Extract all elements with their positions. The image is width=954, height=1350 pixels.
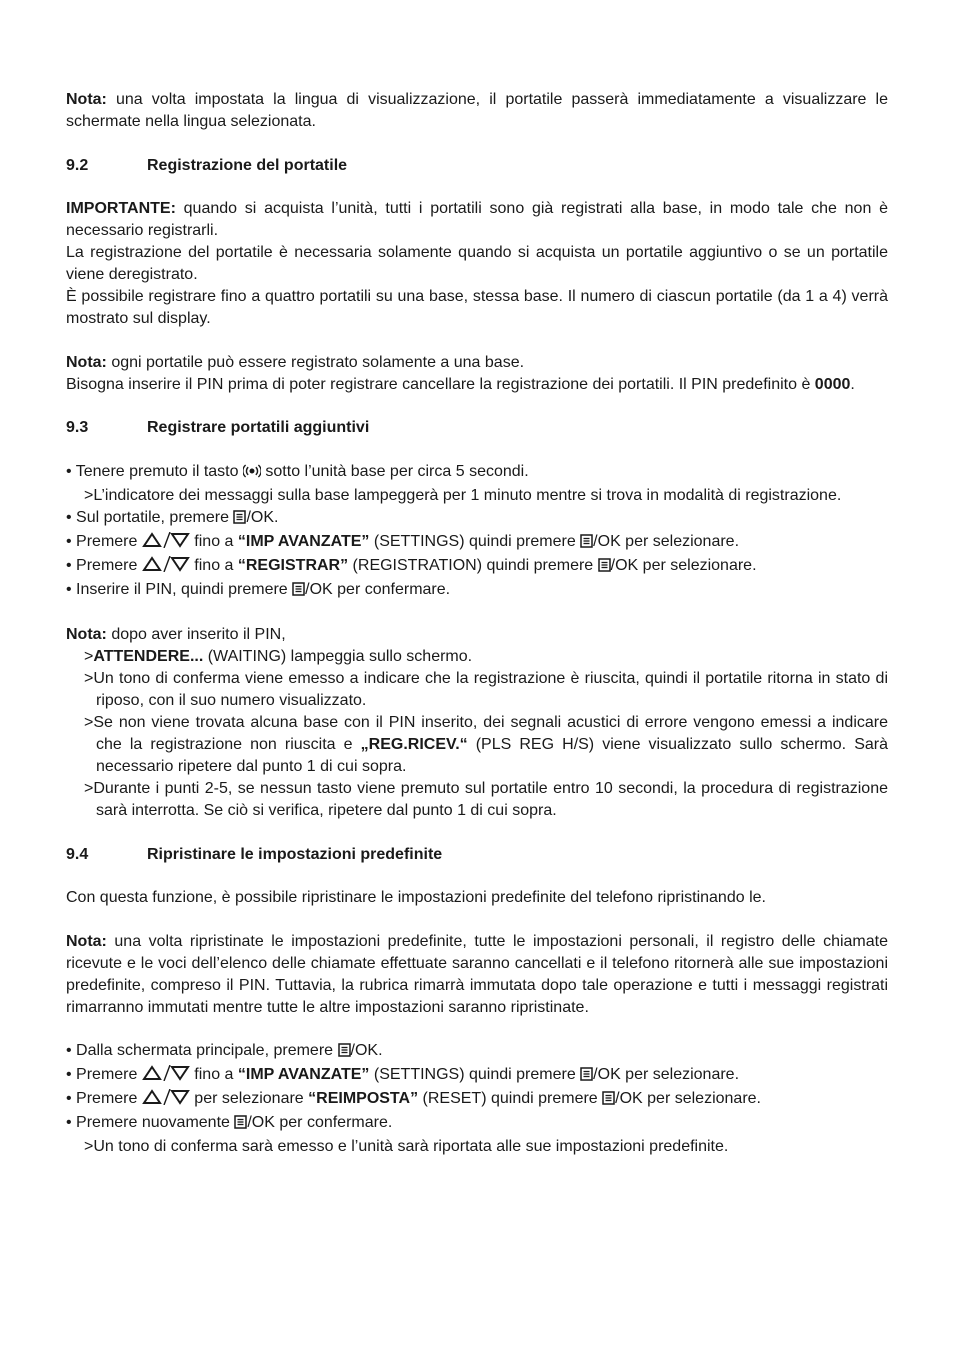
list-text: /OK per selezionare.	[615, 1090, 761, 1107]
list-text: per selezionare	[189, 1090, 309, 1107]
note-text: una volta impostata la lingua di visualizzazione, il portatile passerà immediatamente a visualizzare le schermate nella lingua selezionata.	[66, 91, 888, 130]
list-text: /OK per confermare.	[247, 1114, 393, 1131]
list-text: >Se non viene trovata alcuna base con il PIN inserito, dei segnali acustici di errore vengono emessi a indicare che la registrazione non riuscita e	[84, 714, 888, 753]
list-text: • Premere	[66, 1090, 142, 1107]
list-text: /OK per selezionare.	[593, 1066, 740, 1083]
list-text: /OK per confermare.	[305, 580, 451, 598]
menu-icon	[233, 509, 246, 531]
note-subitem	[66, 712, 888, 778]
list-text: /OK per selezionare.	[593, 532, 740, 550]
document-page	[66, 89, 888, 1158]
list-item	[66, 1088, 888, 1112]
important-paragraph	[66, 198, 888, 242]
menu-icon	[598, 557, 611, 579]
note-label: Nota:	[66, 353, 107, 371]
note-text: una volta ripristinate le impostazioni predefinite, tutte le impostazioni personali, il registro delle chiamate ricevute e le voci dell’elenco delle chiamate effettuate saranno cancellati e il telefono ritornerà alle sue impostazioni predefinite, compreso il PIN. Tuttavia, la rubrica rimarrà immutata dopo tale operazione e tutti i messaggi registrati rimarranno immutati mentre tutte le altre impostazioni saranno ripristinate.	[66, 932, 888, 1016]
list-text: fino a	[189, 556, 238, 574]
paragraph: Con questa funzione, è possibile ripristinare le impostazioni predefinite del telefono ripristinando le.	[66, 889, 766, 906]
note-paragraph	[66, 352, 888, 374]
list-text: /OK.	[246, 508, 279, 526]
list-text: • Premere	[66, 532, 142, 550]
list-item	[66, 555, 888, 579]
note-text: ogni portatile può essere registrato solamente a una base.	[106, 353, 525, 371]
list-text: (SETTINGS) quindi premere	[369, 532, 581, 550]
list-item	[66, 1112, 888, 1136]
menu-icon	[580, 533, 593, 555]
list-text: sotto l’unità base per circa 5 secondi.	[260, 462, 529, 480]
up-down-arrow-icon	[142, 532, 190, 555]
list-subitem: >L’indicatore dei messaggi sulla base lampeggerà per 1 minuto mentre si trova in modalità di registrazione.	[84, 486, 842, 504]
screen-text: ATTENDERE...	[93, 648, 204, 665]
note-subitem: >Durante i punti 2-5, se nessun tasto viene premuto sul portatile entro 10 secondi, la procedura di registrazione sarà interrotta. Se ciò si verifica, ripetere dal punto 1 di cui sopra.	[84, 780, 888, 819]
note-label: Nota:	[66, 932, 107, 950]
list-text: • Premere	[66, 1066, 142, 1083]
important-label: IMPORTANTE:	[66, 200, 176, 217]
section-number: 9.2	[66, 156, 89, 174]
section-title: Ripristinare le impostazioni predefinite	[147, 845, 443, 863]
section-title: Registrazione del portatile	[147, 156, 348, 174]
list-text: • Tenere premuto il tasto	[66, 462, 243, 480]
list-text: (PLS REG H/S) viene visualizzato sullo schermo. Sarà necessario ripetere dal punto 1 di cui sopra.	[96, 736, 889, 775]
list-item	[66, 507, 888, 531]
list-text: /OK.	[350, 1042, 383, 1059]
note-paragraph	[66, 624, 888, 646]
section-heading-9-3	[66, 417, 888, 439]
menu-option: “REGISTRAR”	[237, 556, 349, 574]
paragraph: La registrazione del portatile è necessaria solamente quando si acquista un portatile aggiuntivo o se un portatile viene deregistrato.	[66, 244, 888, 283]
list-item	[66, 1064, 888, 1088]
menu-icon	[234, 1114, 247, 1136]
up-down-arrow-icon	[142, 556, 190, 579]
list-text: • Dalla schermata principale, premere	[66, 1042, 338, 1059]
important-text: quando si acquista l’unità, tutti i portatili sono già registrati alla base, in modo tale che non è necessario registrarli.	[66, 200, 888, 239]
section-heading-9-4	[66, 844, 888, 866]
list-item	[66, 461, 888, 485]
list-text: • Premere	[66, 556, 142, 574]
menu-icon	[580, 1066, 593, 1088]
up-down-arrow-icon	[142, 1065, 190, 1088]
list-text: fino a	[189, 532, 238, 550]
list-text: fino a	[189, 1066, 238, 1083]
note-paragraph	[66, 931, 888, 1019]
menu-icon	[292, 581, 305, 603]
section-number: 9.3	[66, 419, 89, 436]
note-label: Nota:	[66, 91, 107, 108]
pin-paragraph	[66, 374, 888, 396]
pin-text: Bisogna inserire il PIN prima di poter registrare cancellare la registrazione dei portatili. Il PIN predefinito è	[66, 375, 815, 393]
note-label: Nota:	[66, 626, 107, 643]
list-item	[66, 1040, 888, 1064]
menu-option: “IMP AVANZATE”	[237, 532, 370, 550]
list-subitem: >Un tono di conferma sarà emesso e l’unità sarà riportata alle sue impostazioni predefinite.	[84, 1138, 729, 1155]
up-down-arrow-icon	[142, 1089, 190, 1112]
list-text: (WAITING) lampeggia sullo schermo.	[203, 648, 473, 665]
menu-icon	[338, 1042, 351, 1064]
list-text: • Inserire il PIN, quindi premere	[66, 580, 293, 598]
paragraph: È possibile registrare fino a quattro portatili su una base, stessa base. Il numero di ciascun portatile (da 1 a 4) verrà mostrato sul display.	[66, 288, 888, 327]
list-text: • Sul portatile, premere	[66, 508, 234, 526]
screen-text: „REG.RICEV.“	[360, 736, 468, 753]
note-language	[66, 89, 888, 133]
list-item	[66, 579, 888, 603]
list-text: /OK per selezionare.	[610, 556, 757, 574]
list-item	[66, 531, 888, 555]
default-pin: 0000	[814, 375, 851, 393]
menu-icon	[602, 1090, 615, 1112]
list-text: • Premere nuovamente	[66, 1114, 235, 1131]
page-key-icon	[243, 463, 261, 485]
list-text: (SETTINGS) quindi premere	[369, 1066, 581, 1083]
pin-text-end: .	[850, 375, 855, 393]
section-heading-9-2	[66, 155, 888, 177]
section-title: Registrare portatili aggiuntivi	[147, 419, 370, 436]
menu-option: “IMP AVANZATE”	[237, 1066, 370, 1083]
list-text: >	[84, 648, 94, 665]
list-text: (RESET) quindi premere	[418, 1090, 603, 1107]
list-text: (REGISTRATION) quindi premere	[348, 556, 598, 574]
note-subitem	[66, 646, 888, 668]
note-subitem: >Un tono di conferma viene emesso a indicare che la registrazione è riuscita, quindi il portatile ritorna in stato di riposo, con il suo numero visualizzato.	[84, 670, 888, 709]
section-number: 9.4	[66, 845, 89, 863]
note-text: dopo aver inserito il PIN,	[106, 626, 286, 643]
menu-option: “REIMPOSTA”	[308, 1090, 419, 1107]
